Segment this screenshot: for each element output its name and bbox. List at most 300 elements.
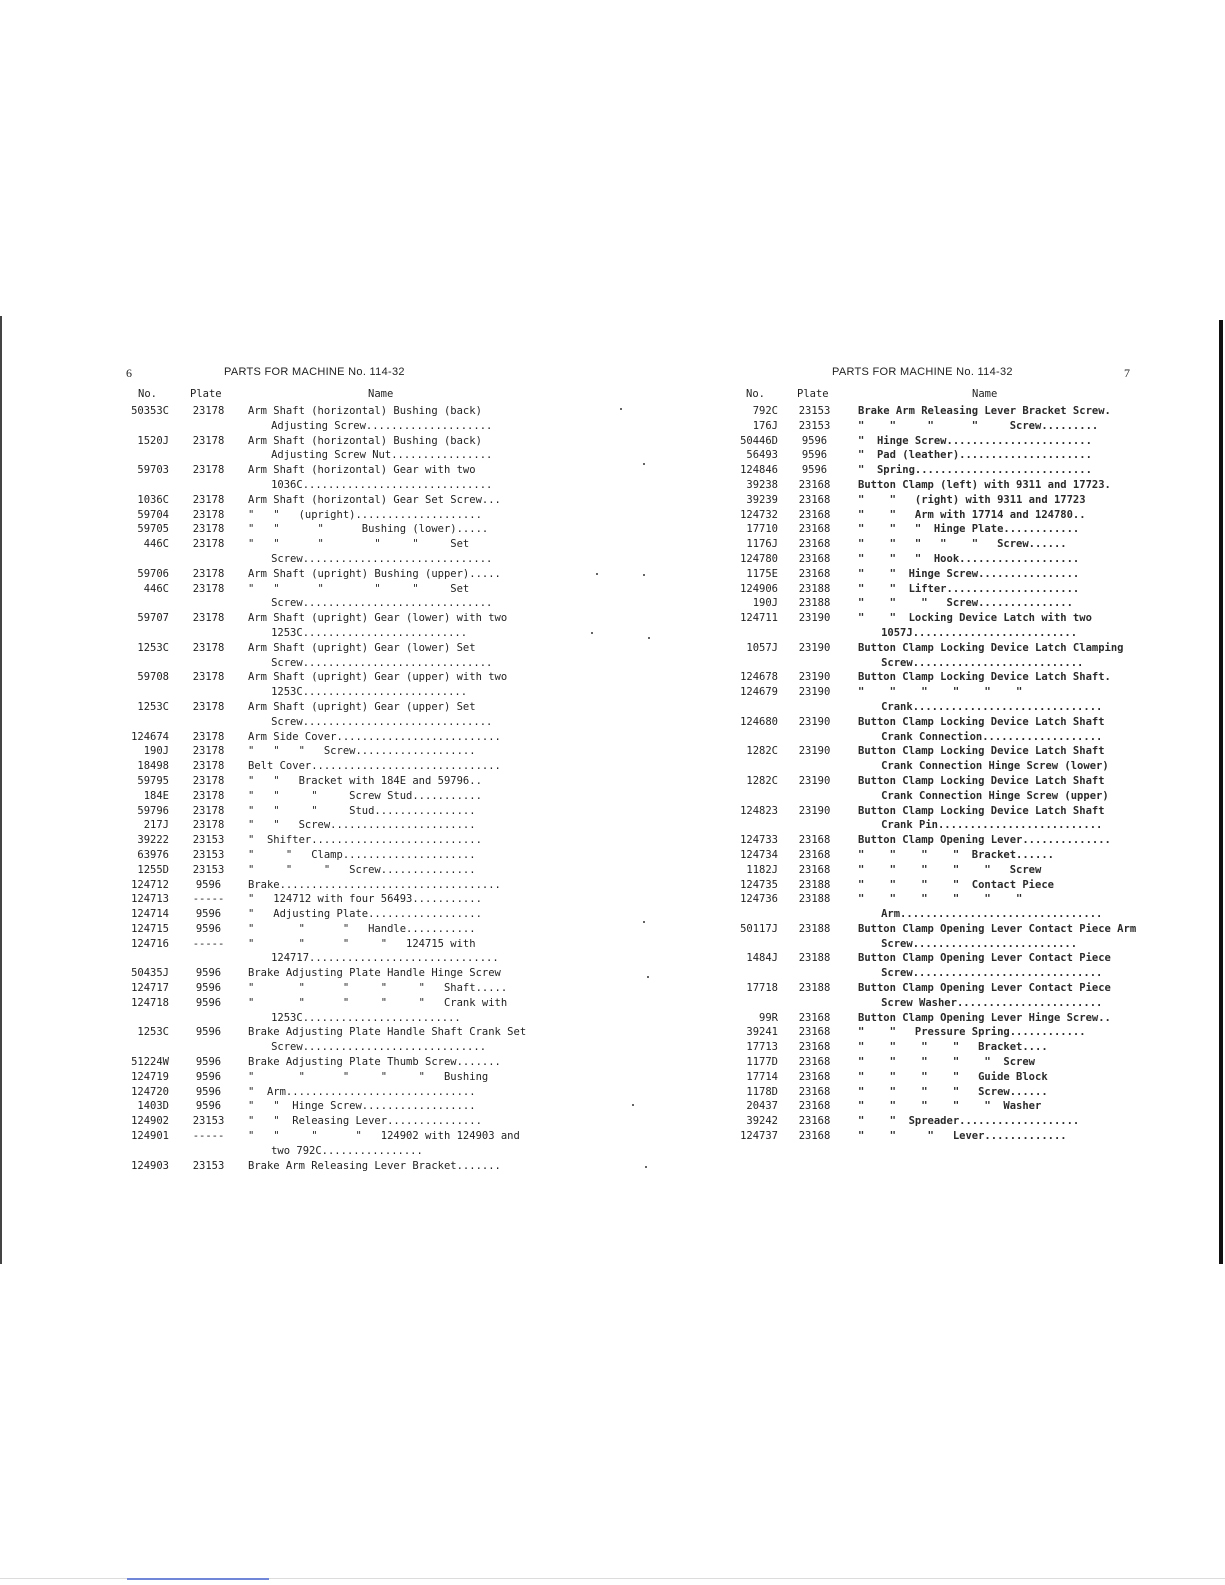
part-number: 124711 (740, 612, 778, 625)
part-row (118, 804, 528, 819)
part-number: 59795 (137, 774, 169, 787)
part-row (118, 641, 528, 671)
plate-number: 23178 (192, 760, 225, 773)
part-number: 124846 (740, 464, 778, 477)
plate-number: 23178 (192, 774, 225, 787)
part-name: Arm Shaft (upright) Gear (upper) with two 1253C.......................... (248, 671, 514, 699)
plate-number: 23168 (798, 552, 831, 565)
plate-number: 23178 (192, 819, 225, 832)
part-number: 1253C (137, 1026, 169, 1039)
part-row (740, 567, 1142, 582)
part-name: Arm Shaft (upright) Gear (lower) with two 1253C.......................... (248, 612, 514, 639)
part-row (118, 1159, 528, 1174)
part-name: " " Bracket with 184E and 59796.. (248, 774, 482, 787)
part-row (740, 670, 1142, 685)
part-row (740, 1011, 1142, 1026)
column-header-plate: Plate (797, 388, 829, 400)
bottom-link-underline[interactable] (127, 1578, 269, 1580)
part-number: 1057J (746, 641, 778, 654)
plate-number: 23168 (798, 1041, 831, 1054)
plate-number: 23190 (798, 686, 831, 699)
part-row (118, 818, 528, 833)
part-number: 1178D (746, 1085, 778, 1098)
plate-number: 23188 (798, 922, 831, 935)
part-name: " " Hinge Screw.................. (248, 1100, 476, 1113)
part-row (740, 419, 1142, 434)
part-number: 124716 (131, 937, 169, 950)
plate-number: 23178 (192, 612, 225, 625)
part-number: 124823 (740, 804, 778, 817)
part-row (740, 582, 1142, 597)
part-row (740, 641, 1142, 671)
part-number: 1175E (746, 567, 778, 580)
plate-number: 23178 (192, 523, 225, 536)
part-number: 17718 (746, 982, 778, 995)
part-name: Button Clamp Locking Device Latch Shaft Crank Connection Hinge Screw (lower) (858, 745, 1111, 773)
part-name: Arm Side Cover.......................... (248, 730, 501, 743)
plate-number: 23153 (192, 848, 225, 861)
part-row (118, 1114, 528, 1129)
plate-number: 23168 (798, 848, 831, 861)
part-name: " " " " " Washer (858, 1100, 1042, 1113)
part-row (118, 863, 528, 878)
part-number: 124780 (740, 552, 778, 565)
part-number: 39241 (746, 1026, 778, 1039)
part-row (118, 1070, 528, 1085)
part-number: 1253C (137, 700, 169, 713)
part-row (118, 1085, 528, 1100)
part-name: " Hinge Screw....................... (858, 434, 1092, 447)
plate-number: 9596 (195, 1070, 222, 1083)
plate-number: 9596 (195, 967, 222, 980)
plate-number: ----- (192, 893, 225, 906)
part-name: " " " " " " Arm................................ (858, 893, 1103, 921)
part-name: " " " Lever............. (858, 1130, 1067, 1143)
part-name: Button Clamp Opening Lever Hinge Screw.. (858, 1011, 1111, 1024)
part-row (740, 1070, 1142, 1085)
part-name: " " Pressure Spring............ (858, 1026, 1086, 1039)
page-number: 7 (1124, 366, 1131, 380)
part-name: " " " Handle........... (248, 922, 476, 935)
column-header-no: No. (138, 388, 157, 400)
part-name: Button Clamp Opening Lever Contact Piece Screw.............................. (858, 952, 1118, 980)
part-row (118, 907, 528, 922)
part-row (740, 878, 1142, 893)
part-name: " " " " " " Crank.............................. (858, 686, 1103, 713)
part-row (740, 493, 1142, 508)
part-number: 124712 (131, 878, 169, 891)
column-header-name: Name (972, 388, 998, 400)
part-row (740, 863, 1142, 878)
part-row (740, 448, 1142, 463)
plate-number: 23178 (192, 493, 225, 506)
part-name: Button Clamp Opening Lever Contact Piece Arm Screw.......................... (858, 922, 1143, 950)
part-number: 124719 (131, 1070, 169, 1083)
page-number: 6 (126, 366, 133, 380)
part-row (118, 611, 528, 641)
scan-speck (647, 976, 649, 978)
part-row (118, 493, 528, 508)
part-number: 50353C (131, 405, 169, 417)
part-number: 59708 (137, 671, 169, 684)
column-header-no: No. (746, 388, 765, 400)
plate-number: 23178 (192, 405, 225, 417)
part-name: Brake Arm Releasing Lever Bracket Screw. (858, 405, 1111, 417)
part-row (118, 774, 528, 789)
part-name: " " " " " Bushing (248, 1070, 489, 1083)
part-name: " Arm.............................. (248, 1085, 476, 1098)
part-number: 124714 (131, 908, 169, 921)
plate-number: 23178 (192, 582, 225, 595)
part-row (740, 848, 1142, 863)
part-number: 1403D (137, 1100, 169, 1113)
part-name: " " " Screw............... (248, 863, 476, 876)
part-name: " " " Screw............... (858, 597, 1073, 610)
part-row (118, 434, 528, 464)
part-name: Arm Shaft (horizontal) Bushing (back) Adjusting Screw Nut................ (248, 434, 493, 462)
part-name: " " " " " Screw (858, 863, 1042, 876)
part-number: 1255D (137, 863, 169, 876)
part-name: Arm Shaft (horizontal) Gear Set Screw... (248, 493, 501, 506)
part-row (740, 1025, 1142, 1040)
running-head (740, 366, 1142, 388)
part-number: 51224W (131, 1056, 169, 1069)
part-name: Button Clamp Opening Lever Contact Piece Screw Washer....................... (858, 982, 1118, 1009)
part-name: " " Clamp..................... (248, 848, 476, 861)
part-number: 59707 (137, 612, 169, 625)
plate-number: 23178 (192, 434, 225, 447)
part-name: " " " " 124715 with 124717.............................. (248, 937, 499, 965)
part-name: Brake................................... (248, 878, 501, 891)
plate-number: 23153 (798, 405, 831, 417)
part-number: 18498 (137, 760, 169, 773)
part-name: Arm Shaft (upright) Gear (upper) Set Screw.............................. (248, 700, 493, 728)
plate-number: 23190 (798, 671, 831, 684)
part-number: 124674 (131, 730, 169, 743)
part-number: 124903 (131, 1159, 169, 1172)
plate-number: 23178 (192, 508, 225, 521)
part-row (118, 582, 528, 612)
part-row (118, 537, 528, 567)
part-name: Arm Shaft (horizontal) Bushing (back) Adjusting Screw.................... (248, 405, 493, 432)
part-row (118, 759, 528, 774)
plate-number: 23168 (798, 1026, 831, 1039)
plate-number: 23190 (798, 745, 831, 758)
part-number: 124736 (740, 893, 778, 906)
plate-number: 23178 (192, 671, 225, 684)
part-name: " " " " Guide Block (858, 1070, 1048, 1083)
part-number: 59704 (137, 508, 169, 521)
part-row (118, 966, 528, 981)
plate-number: 23178 (192, 567, 225, 580)
part-number: 124737 (740, 1130, 778, 1143)
right-page (740, 366, 1142, 1144)
part-name: " " (upright).................... (248, 508, 482, 521)
part-row (118, 1129, 528, 1159)
part-name: " Spring............................ (858, 464, 1092, 477)
part-row (740, 611, 1142, 641)
part-name: " " " Bushing (lower)..... (248, 523, 489, 536)
part-number: 1177D (746, 1056, 778, 1069)
part-name: " " " Stud................ (248, 804, 476, 817)
part-row (740, 434, 1142, 449)
part-number: 56493 (746, 449, 778, 462)
plate-number: 23188 (798, 582, 831, 595)
scan-speck (596, 573, 598, 575)
part-row (740, 508, 1142, 523)
part-name: " " Releasing Lever............... (248, 1115, 482, 1128)
scan-speck (643, 463, 645, 465)
plate-number: 23190 (798, 715, 831, 728)
part-number: 124732 (740, 508, 778, 521)
part-row (118, 1099, 528, 1114)
part-number: 59705 (137, 523, 169, 536)
part-number: 39242 (746, 1115, 778, 1128)
part-name: " " Spreader................... (858, 1115, 1080, 1128)
part-number: 124720 (131, 1085, 169, 1098)
part-name: Button Clamp Locking Device Latch Clamping Screw........................... (858, 641, 1130, 669)
plate-number: 23188 (798, 982, 831, 995)
plate-number: 23153 (192, 1159, 225, 1172)
part-number: 446C (143, 582, 169, 595)
part-number: 39238 (746, 478, 778, 491)
part-row (118, 892, 528, 907)
part-name: Arm Shaft (horizontal) Gear with two 1036C.............................. (248, 464, 493, 491)
part-name: " " " Screw................... (248, 745, 476, 758)
part-number: 1036C (137, 493, 169, 506)
plate-number: ----- (192, 1130, 225, 1143)
part-name: " " Arm with 17714 and 124780.. (858, 508, 1086, 521)
part-name: " " " Hook................... (858, 552, 1080, 565)
part-number: 39222 (137, 834, 169, 847)
plate-number: 9596 (195, 996, 222, 1009)
plate-number: 23168 (798, 1130, 831, 1143)
plate-number: 23168 (798, 1011, 831, 1024)
part-number: 1484J (746, 952, 778, 965)
part-row (740, 1114, 1142, 1129)
part-row (740, 1040, 1142, 1055)
plate-number: 9596 (195, 878, 222, 891)
part-number: 124906 (740, 582, 778, 595)
part-name: Belt Cover.............................. (248, 760, 501, 773)
part-number: 50435J (131, 967, 169, 980)
plate-number: 23188 (798, 878, 831, 891)
part-row (740, 596, 1142, 611)
column-header-name: Name (368, 388, 394, 400)
part-number: 1282C (746, 774, 778, 787)
part-row (740, 1085, 1142, 1100)
part-row (118, 789, 528, 804)
part-name: Arm Shaft (upright) Bushing (upper)..... (248, 567, 501, 580)
right-page-edge (1219, 320, 1223, 1264)
part-name: Arm Shaft (upright) Gear (lower) Set Screw.............................. (248, 641, 493, 669)
plate-number: 23168 (798, 863, 831, 876)
part-name: " " " " " Shaft..... (248, 982, 508, 995)
part-name: " " " Hinge Plate............ (858, 523, 1080, 536)
plate-number: 9596 (801, 464, 828, 477)
part-row (118, 922, 528, 937)
part-row (740, 463, 1142, 478)
plate-number: 23168 (798, 523, 831, 536)
left-page (118, 366, 533, 1173)
plate-number: 23153 (192, 863, 225, 876)
scan-speck (632, 1104, 634, 1106)
part-name: " " " " " Screw...... (858, 538, 1067, 551)
scan-speck (591, 632, 593, 634)
part-row (118, 670, 528, 700)
plate-number: 23168 (798, 1085, 831, 1098)
column-headers (118, 388, 528, 404)
part-number: 17714 (746, 1070, 778, 1083)
part-row (118, 981, 528, 996)
scan-speck (643, 921, 645, 923)
part-row (118, 878, 528, 893)
part-name: Brake Arm Releasing Lever Bracket....... (248, 1159, 501, 1172)
part-number: 792C (752, 405, 778, 417)
part-row (118, 567, 528, 582)
plate-number: 23190 (798, 774, 831, 787)
part-name: " " " " Bracket.... (858, 1041, 1048, 1054)
plate-number: 9596 (195, 982, 222, 995)
part-number: 1176J (746, 538, 778, 551)
part-name: Button Clamp Locking Device Latch Shaft. (858, 671, 1111, 684)
plate-number: 23168 (798, 1115, 831, 1128)
part-row (118, 848, 528, 863)
part-number: 124717 (131, 982, 169, 995)
parts-list (740, 404, 1142, 1144)
plate-number: 23168 (798, 1100, 831, 1113)
plate-number: 23190 (798, 612, 831, 625)
part-number: 124718 (131, 996, 169, 1009)
page-title: PARTS FOR MACHINE No. 114-32 (224, 366, 405, 378)
part-row (118, 508, 528, 523)
plate-number: 9596 (195, 1100, 222, 1113)
part-name: " " " " " Screw (858, 1056, 1036, 1069)
part-name: Button Clamp Locking Device Latch Shaft Crank Pin.......................... (858, 804, 1111, 832)
part-name: Brake Adjusting Plate Thumb Screw....... (248, 1056, 501, 1069)
part-number: 176J (752, 419, 778, 432)
plate-number: 23188 (798, 893, 831, 906)
part-row (740, 1055, 1142, 1070)
part-name: " " Screw....................... (248, 819, 476, 832)
part-number: 99R (759, 1011, 778, 1024)
part-row (118, 744, 528, 759)
part-row (740, 552, 1142, 567)
part-row (740, 833, 1142, 848)
part-number: 39239 (746, 493, 778, 506)
part-number: 17713 (746, 1041, 778, 1054)
plate-number: 23178 (192, 464, 225, 477)
part-name: Button Clamp Locking Device Latch Shaft Crank Connection................... (858, 715, 1111, 743)
plate-number: 23168 (798, 508, 831, 521)
part-name: " " Lifter..................... (858, 582, 1080, 595)
part-number: 63976 (137, 848, 169, 861)
part-name: " Adjusting Plate.................. (248, 908, 482, 921)
part-row (740, 892, 1142, 922)
part-number: 190J (143, 745, 169, 758)
part-number: 59706 (137, 567, 169, 580)
part-number: 124715 (131, 922, 169, 935)
part-name: " " " " Screw......... (858, 419, 1099, 432)
plate-number: 9596 (195, 1085, 222, 1098)
plate-number: 23168 (798, 1056, 831, 1069)
running-head (118, 366, 528, 388)
plate-number: 23168 (798, 538, 831, 551)
plate-number: 9596 (801, 449, 828, 462)
part-number: 50446D (740, 434, 778, 447)
parts-list (118, 404, 533, 1173)
part-number: 124901 (131, 1130, 169, 1143)
part-row (740, 478, 1142, 493)
part-name: " " " " " Set Screw.............................. (248, 582, 493, 610)
part-number: 124735 (740, 878, 778, 891)
part-number: 124733 (740, 834, 778, 847)
part-row (740, 951, 1142, 981)
plate-number: ----- (192, 937, 225, 950)
part-name: Brake Adjusting Plate Handle Hinge Screw (248, 967, 501, 980)
plate-number: 23168 (798, 478, 831, 491)
plate-number: 23178 (192, 789, 225, 802)
part-number: 17710 (746, 523, 778, 536)
part-row (118, 1055, 528, 1070)
scan-speck (648, 637, 650, 639)
part-name: Button Clamp Locking Device Latch Shaft Crank Connection Hinge Screw (upper) (858, 774, 1111, 802)
part-name: " " Locking Device Latch with two 1057J.......................... (858, 612, 1099, 639)
left-page-edge (0, 316, 2, 1264)
part-number: 1182J (746, 863, 778, 876)
part-row (118, 404, 528, 434)
part-number: 217J (143, 819, 169, 832)
plate-number: 9596 (195, 1026, 222, 1039)
part-row (118, 937, 528, 967)
part-row (118, 700, 528, 730)
plate-number: 9596 (195, 1056, 222, 1069)
part-row (118, 996, 528, 1026)
part-row (740, 774, 1142, 804)
part-row (118, 833, 528, 848)
scan-speck (643, 574, 645, 576)
plate-number: 23190 (798, 641, 831, 654)
plate-number: 23168 (798, 493, 831, 506)
part-number: 50117J (740, 922, 778, 935)
part-name: " " " " Screw...... (858, 1085, 1048, 1098)
plate-number: 23178 (192, 730, 225, 743)
part-name: " " " " " Set Screw.............................. (248, 538, 493, 565)
part-name: " Pad (leather)..................... (858, 449, 1092, 462)
part-row (740, 744, 1142, 774)
part-row (740, 685, 1142, 715)
part-row (740, 522, 1142, 537)
plate-number: 23178 (192, 641, 225, 654)
part-row (740, 715, 1142, 745)
part-row (740, 537, 1142, 552)
part-row (740, 1099, 1142, 1114)
part-number: 184E (143, 789, 169, 802)
part-number: 59703 (137, 464, 169, 477)
part-row (740, 1129, 1142, 1144)
part-number: 1253C (137, 641, 169, 654)
part-name: Button Clamp Opening Lever.............. (858, 834, 1111, 847)
part-name: " " Hinge Screw................ (858, 567, 1080, 580)
plate-number: 23168 (798, 834, 831, 847)
part-row (118, 522, 528, 537)
plate-number: 23190 (798, 804, 831, 817)
plate-number: 23178 (192, 538, 225, 551)
part-number: 20437 (746, 1100, 778, 1113)
part-row (118, 463, 528, 493)
part-row (740, 922, 1142, 952)
plate-number: 23188 (798, 597, 831, 610)
